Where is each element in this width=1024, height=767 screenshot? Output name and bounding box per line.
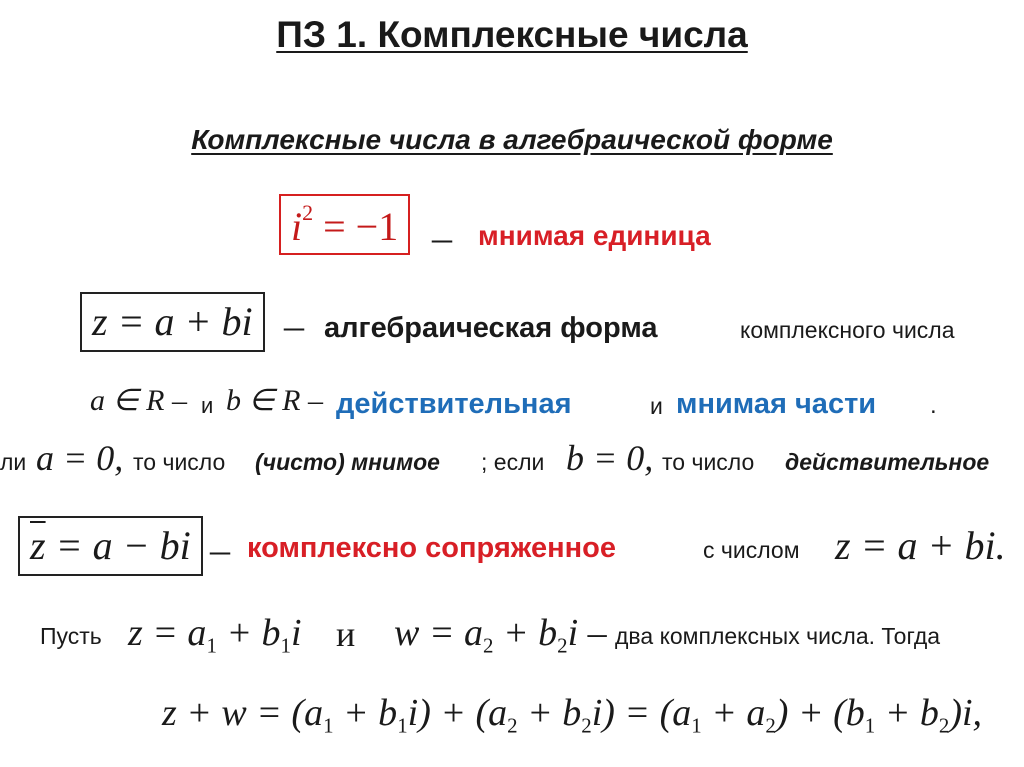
sum-part-6: + a — [701, 692, 766, 734]
then-word-1: то число — [133, 449, 226, 475]
imaginary-unit-dash: – — [432, 215, 452, 260]
b-in-r: b ∈ R – — [226, 384, 323, 417]
conjugate-label: комплексно сопряженное — [247, 532, 616, 564]
z-def-sub-b: 1 — [280, 633, 291, 658]
imaginary-unit-label: мнимая единица — [478, 220, 711, 251]
page-title: ПЗ 1. Комплексные числа — [276, 14, 748, 55]
sum-part-4: + b — [517, 692, 582, 734]
semicolon-if-word: ; если — [481, 449, 545, 475]
real-part-label: действительная — [336, 388, 572, 420]
with-number-label: с числом — [703, 537, 800, 563]
a-in-r: a ∈ R – — [90, 384, 187, 417]
section-subtitle: Комплексные числа в алгебраической форме — [191, 124, 833, 155]
algebraic-form-label: алгебраическая форма — [324, 312, 658, 344]
sum-part-8: + b — [875, 692, 939, 734]
let-word: Пусть — [40, 623, 102, 649]
imaginary-unit-row — [279, 194, 410, 255]
b-equals-zero: b = 0, — [566, 438, 654, 478]
formula-exponent: 2 — [302, 200, 314, 225]
sum-sub-8: 2 — [938, 713, 950, 738]
sum-part-7: ) + (b — [775, 692, 865, 734]
sum-sub-5: 1 — [691, 713, 702, 738]
imaginary-unit-formula — [279, 194, 410, 255]
sum-part-2: + b — [333, 692, 398, 734]
formula-i: i — [291, 203, 303, 249]
z-def-b: + b — [216, 612, 281, 654]
z-def-a: z = a — [128, 612, 207, 654]
sum-part-9: )i, — [949, 692, 983, 734]
then-word-2: то число — [662, 449, 755, 475]
w-def-sub-a: 2 — [483, 633, 494, 658]
algebraic-form-label-rest: комплексного числа — [740, 317, 955, 343]
algebraic-form-formula: z = a + bi — [80, 292, 265, 352]
parts-period: . — [930, 392, 937, 419]
formula-rhs: = −1 — [313, 203, 399, 249]
real-number-label: действительное — [785, 449, 990, 475]
a-equals-zero: a = 0, — [36, 438, 124, 478]
sum-formula — [162, 694, 982, 736]
and-word-1: и — [201, 393, 214, 418]
sum-sub-1: 1 — [323, 713, 334, 738]
sum-part-5: i) = (a — [591, 692, 692, 734]
conjugate-target-formula: z = a + bi. — [835, 523, 1006, 568]
imag-part-label: мнимая части — [676, 388, 877, 420]
conjugate-dash: – — [210, 527, 230, 572]
sum-sub-4: 2 — [581, 713, 592, 738]
conjugate-formula — [18, 516, 203, 576]
w-def-b: + b — [493, 612, 558, 654]
sum-part-1: z + w = (a — [162, 692, 324, 734]
algebraic-form-dash: – — [284, 303, 304, 348]
let-tail: два комплексных числа. Тогда — [615, 623, 941, 649]
sum-sub-7: 1 — [864, 713, 876, 738]
and-word-2: и — [650, 393, 663, 419]
conjugate-rest: = a − bi — [45, 523, 191, 568]
z-definition — [128, 614, 302, 656]
w-def-sub-b: 2 — [557, 633, 568, 658]
sum-sub-6: 2 — [765, 713, 776, 738]
sum-sub-3: 2 — [507, 713, 518, 738]
and-word-math: и — [336, 614, 356, 654]
w-def-i: i – — [567, 612, 607, 654]
pure-imag-label: (чисто) мнимое — [255, 449, 440, 475]
z-def-i: i — [291, 612, 302, 654]
w-def-a: w = a — [394, 612, 483, 654]
z-def-sub-a: 1 — [206, 633, 217, 658]
sum-part-3: i) + (a — [407, 692, 508, 734]
z-bar: $\overline{z}$ — [30, 523, 46, 568]
sum-sub-2: 1 — [397, 713, 408, 738]
if-word-clipped: ли — [0, 449, 27, 475]
w-definition — [394, 614, 607, 656]
